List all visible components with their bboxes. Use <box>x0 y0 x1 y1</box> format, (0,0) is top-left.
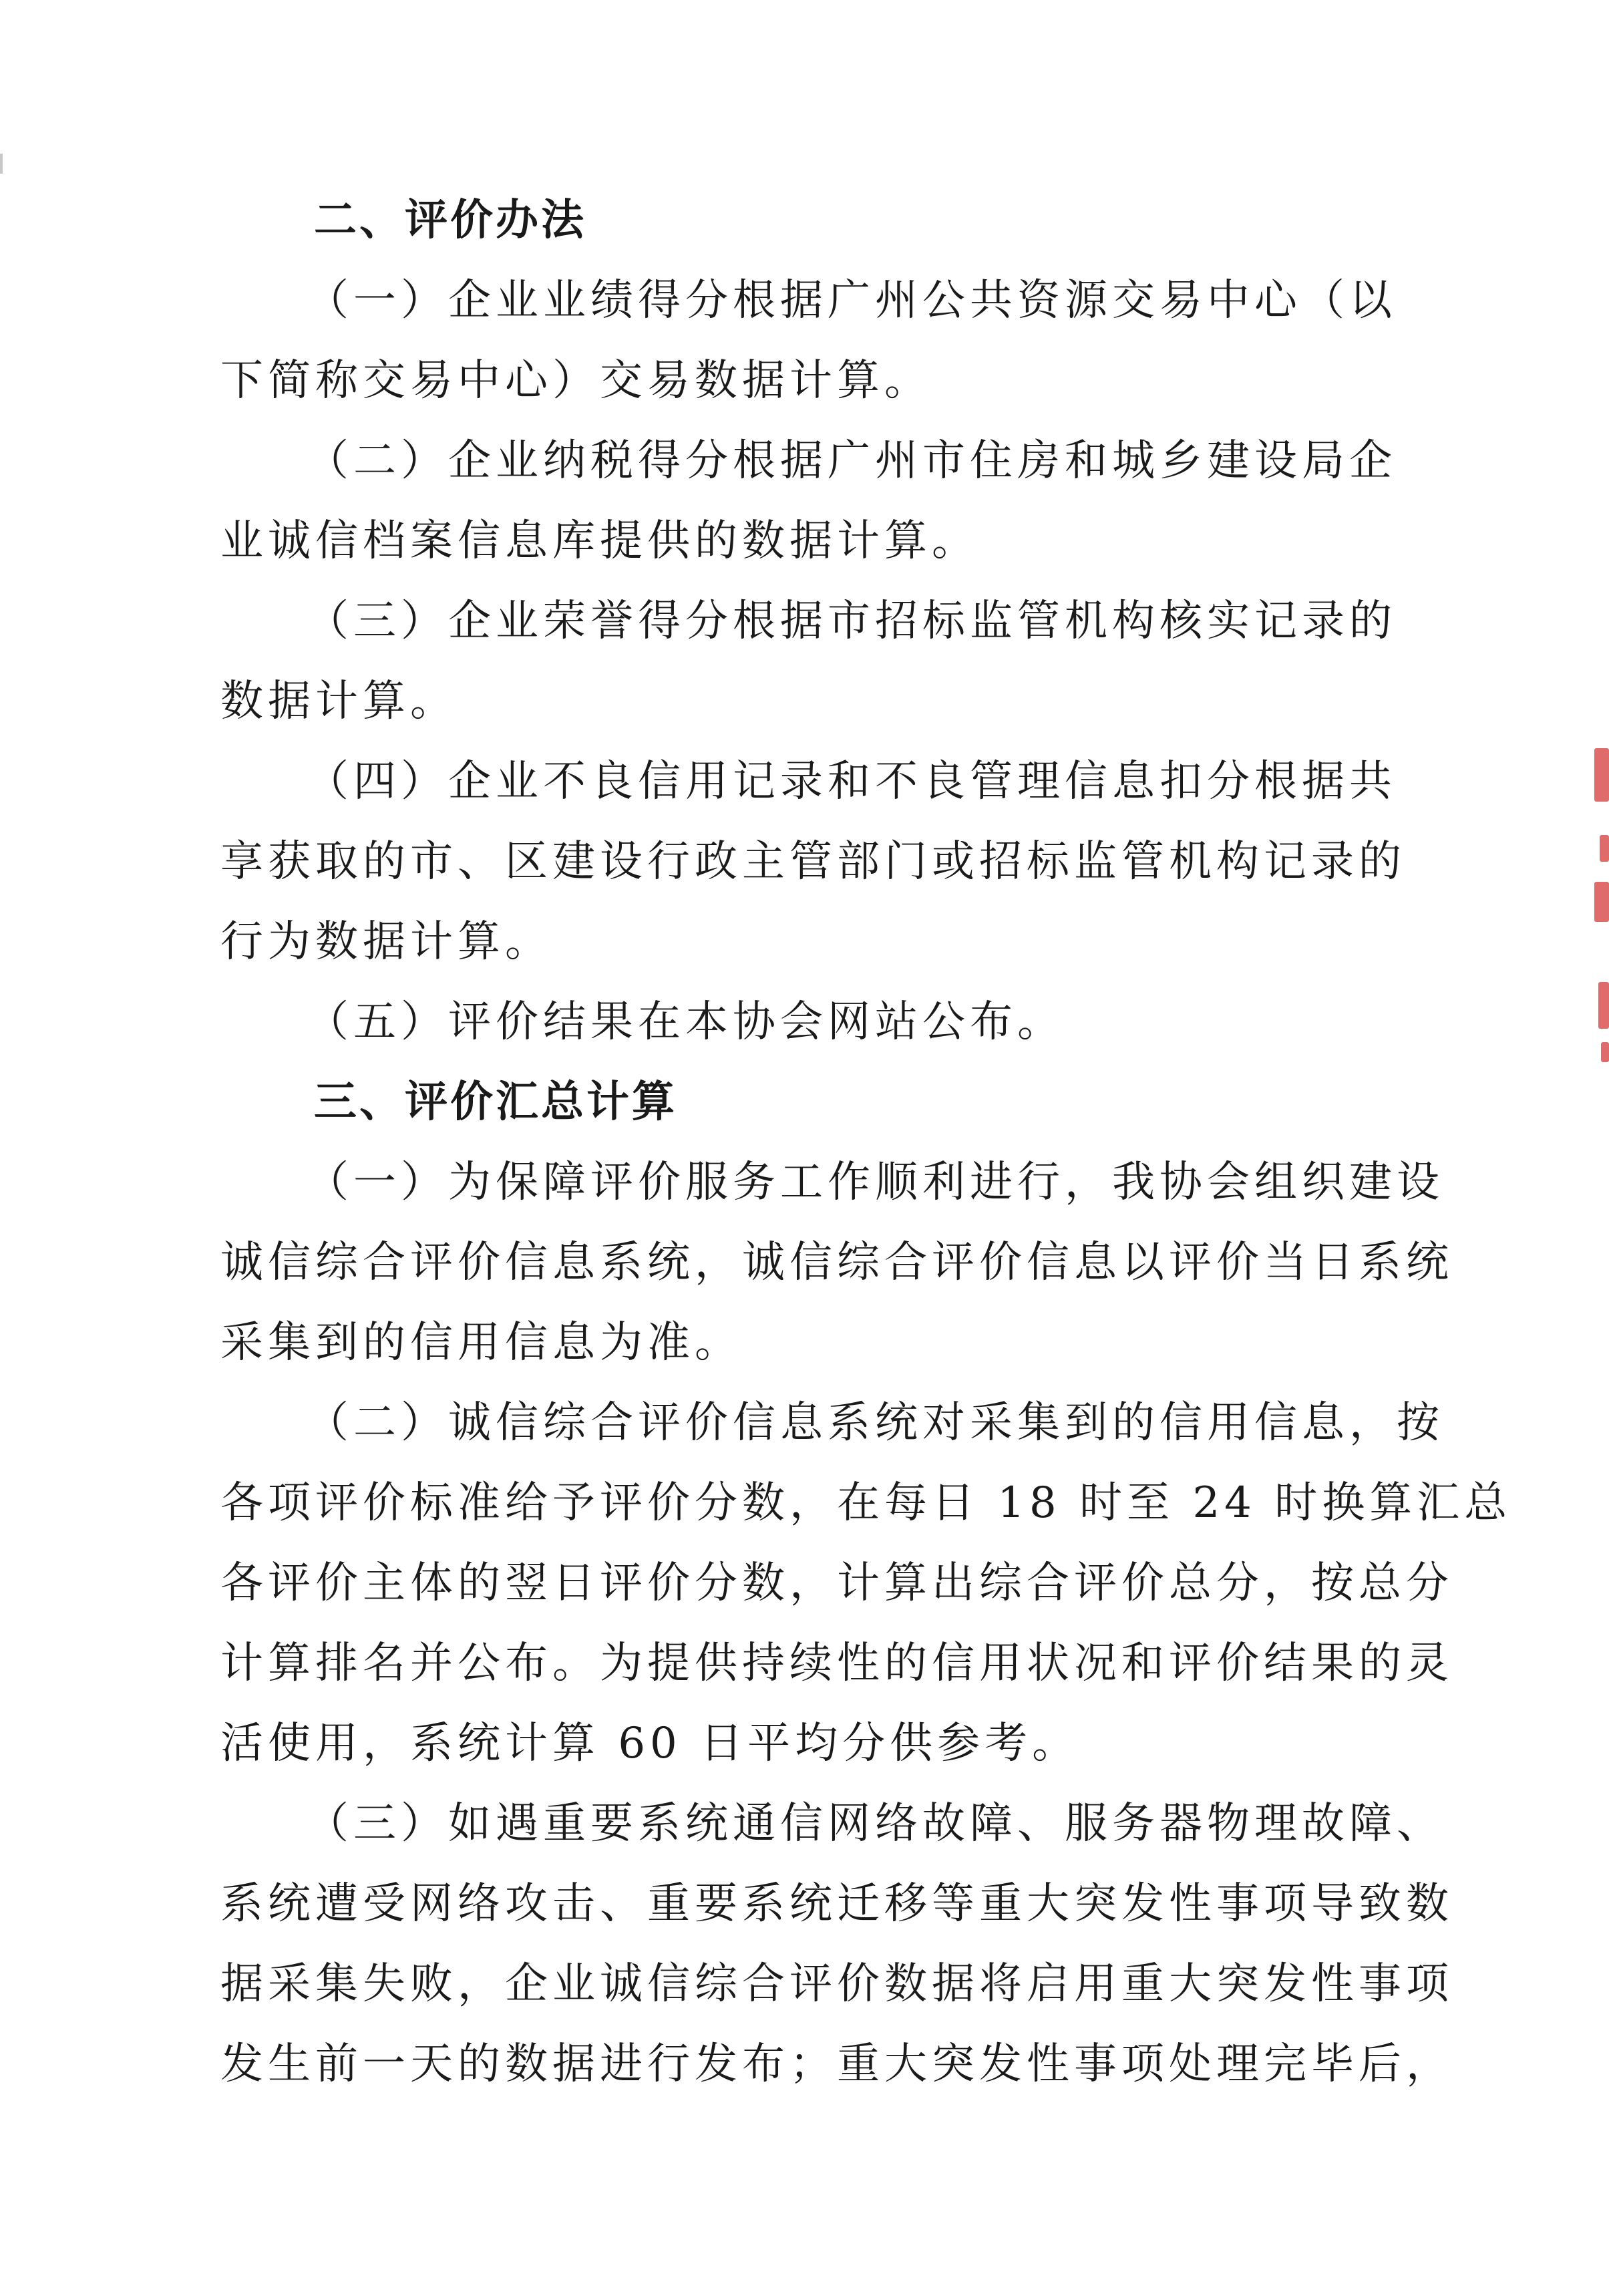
section-2-heading: 二、评价办法 <box>314 196 586 245</box>
paragraph-line: 各评价主体的翌日评价分数，计算出综合评价总分，按总分 <box>220 1559 1453 1608</box>
paragraph-line: （五）评价结果在本协会网站公布。 <box>306 997 1065 1047</box>
paragraph-line: 行为数据计算。 <box>220 917 552 967</box>
paragraph-line: 系统遭受网络攻击、重要系统迁移等重大突发性事项导致数 <box>220 1879 1453 1929</box>
seal-stamp-fragment <box>1598 982 1609 1029</box>
paragraph-line: 据采集失败，企业诚信综合评价数据将启用重大突发性事项 <box>220 1959 1453 2009</box>
paragraph-line: （二）企业纳税得分根据广州市住房和城乡建设局企 <box>306 436 1397 486</box>
seal-stamp-fragment <box>1601 1042 1609 1062</box>
paragraph-line: 业诚信档案信息库提供的数据计算。 <box>220 516 979 566</box>
section-3-heading: 三、评价汇总计算 <box>314 1078 677 1127</box>
paragraph-line: 计算排名并公布。为提供持续性的信用状况和评价结果的灵 <box>220 1639 1453 1688</box>
paragraph-line: （三）企业荣誉得分根据市招标监管机构核实记录的 <box>306 597 1397 646</box>
seal-stamp-fragment <box>1600 835 1609 862</box>
paragraph-line: 各项评价标准给予评价分数，在每日 18 时至 24 时换算汇总 <box>220 1478 1512 1528</box>
paragraph-line: （一）为保障评价服务工作顺利进行，我协会组织建设 <box>306 1158 1444 1207</box>
paragraph-line: 享获取的市、区建设行政主管部门或招标监管机构记录的 <box>220 837 1406 886</box>
paragraph-line: （三）如遇重要系统通信网络故障、服务器物理故障、 <box>306 1799 1444 1848</box>
paragraph-line: 活使用，系统计算 60 日平均分供参考。 <box>220 1719 1080 1768</box>
paragraph-line: （四）企业不良信用记录和不良管理信息扣分根据共 <box>306 757 1397 806</box>
paragraph-line: 采集到的信用信息为准。 <box>220 1318 742 1367</box>
paragraph-line: 诚信综合评价信息系统，诚信综合评价信息以评价当日系统 <box>220 1238 1453 1287</box>
paragraph-line: 数据计算。 <box>220 677 458 726</box>
paragraph-line: （一）企业业绩得分根据广州公共资源交易中心（以 <box>306 276 1397 325</box>
document-body <box>220 180 1512 2104</box>
scan-edge-mark <box>0 154 3 174</box>
paragraph-line: 发生前一天的数据进行发布；重大突发性事项处理完毕后， <box>220 2039 1453 2089</box>
seal-stamp-fragment <box>1594 882 1609 922</box>
paragraph-line: 下简称交易中心）交易数据计算。 <box>220 356 932 405</box>
paragraph-line: （二）诚信综合评价信息系统对采集到的信用信息，按 <box>306 1398 1444 1448</box>
seal-stamp-fragment <box>1594 748 1609 802</box>
